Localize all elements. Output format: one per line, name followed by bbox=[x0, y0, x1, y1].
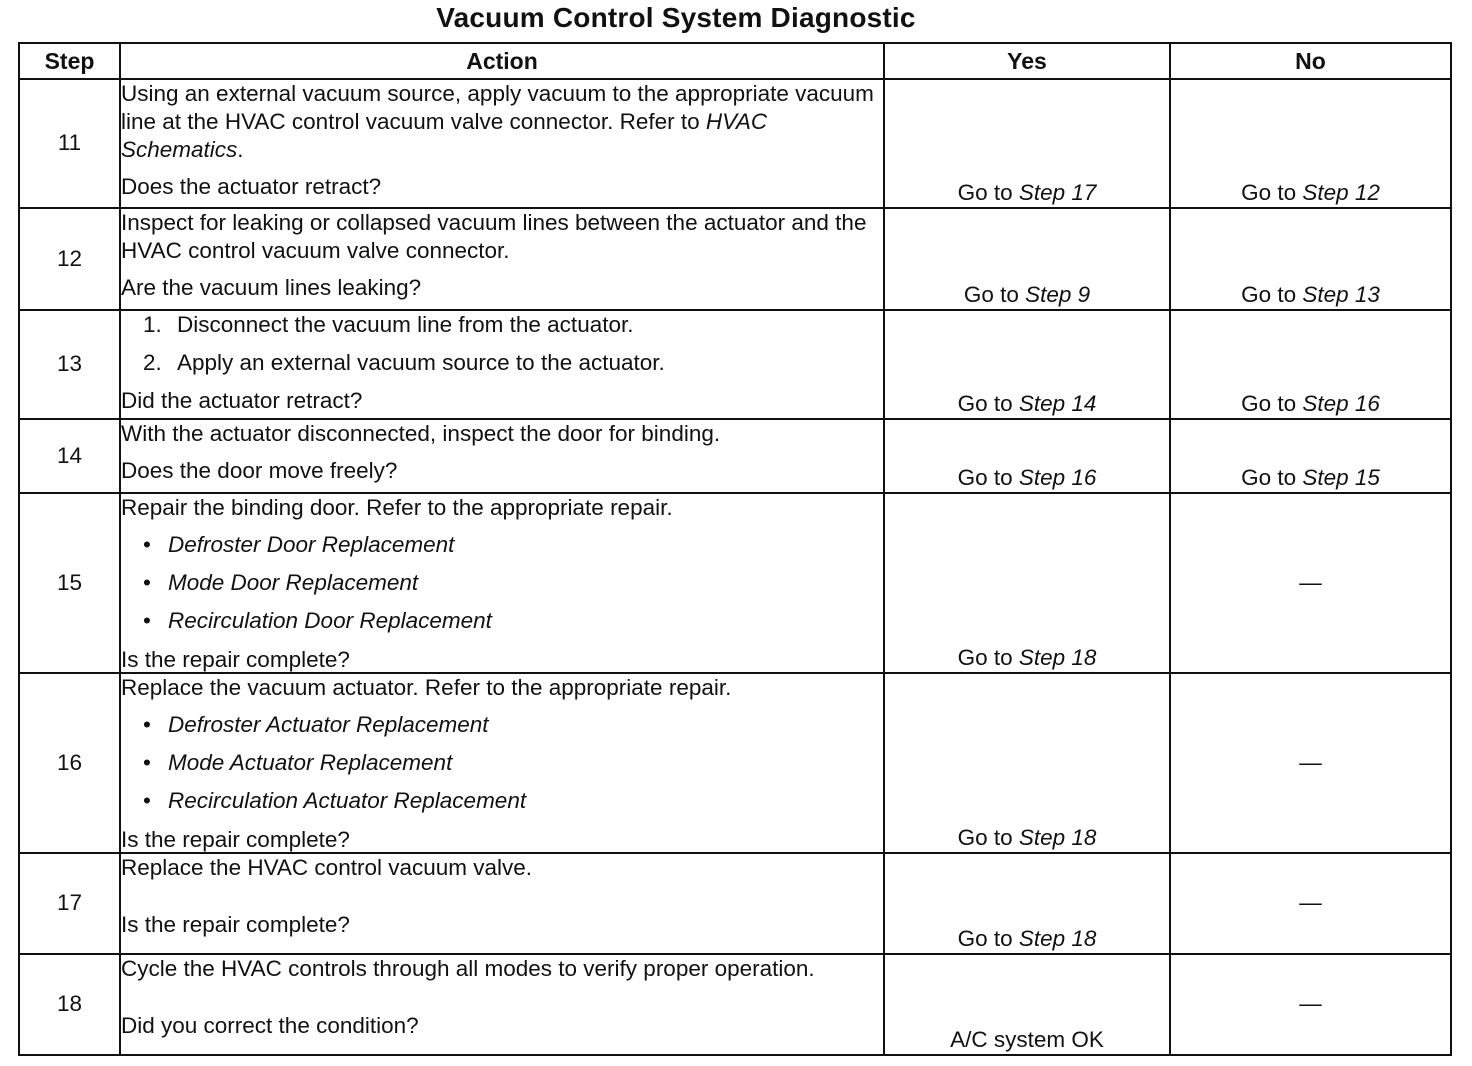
table-row bbox=[19, 954, 1451, 1055]
action-description bbox=[121, 80, 883, 164]
reference-link: HVAC Schematics bbox=[121, 109, 768, 163]
action-description: Cycle the HVAC controls through all modes to verify proper operation. bbox=[121, 956, 815, 981]
action-question: Did you correct the condition? bbox=[121, 1012, 419, 1038]
goto-step-ref: Step 14 bbox=[1018, 390, 1097, 416]
bullet-item: • Defroster Door Replacement bbox=[143, 532, 455, 558]
yes-cell bbox=[884, 310, 1170, 419]
action-text: Using an external vacuum source, apply vacuum to the appropriate vacuum line at the HVAC control vacuum valve connector. Refer to bbox=[121, 81, 874, 135]
goto-prefix: Go to bbox=[1241, 464, 1297, 490]
numbered-step bbox=[121, 311, 883, 339]
action-text-end: . bbox=[237, 137, 244, 163]
goto-prefix: Go to bbox=[1241, 179, 1297, 205]
goto-step-ref: Step 15 bbox=[1302, 464, 1380, 490]
bullet-item: • Recirculation Door Replacement bbox=[143, 608, 492, 634]
table-row bbox=[19, 493, 1451, 673]
table-row bbox=[19, 208, 1451, 310]
no-cell bbox=[1170, 79, 1451, 208]
action-description: Replace the vacuum actuator. Refer to the appropriate repair. bbox=[121, 675, 732, 700]
bullet-item: • Defroster Actuator Replacement bbox=[143, 712, 489, 738]
no-cell bbox=[1170, 419, 1451, 493]
goto-prefix: Go to bbox=[963, 281, 1019, 307]
yes-cell bbox=[884, 208, 1170, 310]
step-text: Disconnect the vacuum line from the actuator. bbox=[177, 312, 634, 337]
action-question: Did the actuator retract? bbox=[121, 388, 363, 414]
col-header-no: No bbox=[1170, 43, 1451, 79]
goto-prefix: Go to bbox=[957, 179, 1013, 205]
reference-link: Recirculation Actuator Replacement bbox=[168, 788, 527, 814]
goto-prefix: Go to bbox=[957, 390, 1013, 416]
reference-link: Defroster Door Replacement bbox=[168, 532, 455, 558]
action-question: Does the door move freely? bbox=[121, 458, 398, 484]
action-description: With the actuator disconnected, inspect the door for binding. bbox=[121, 421, 721, 446]
no-cell: — bbox=[1170, 673, 1451, 853]
table-row bbox=[19, 673, 1451, 853]
action-cell bbox=[120, 419, 884, 493]
action-description: Repair the binding door. Refer to the appropriate repair. bbox=[121, 495, 673, 520]
step-number: 11 bbox=[19, 79, 120, 208]
yes-cell bbox=[884, 673, 1170, 853]
goto-prefix: Go to bbox=[957, 464, 1013, 490]
step-index: 1. bbox=[143, 312, 162, 337]
diagnostic-table bbox=[18, 42, 1452, 1056]
reference-link: Defroster Actuator Replacement bbox=[168, 712, 489, 738]
goto-step-ref: Step 17 bbox=[1018, 179, 1097, 205]
goto-prefix: Go to bbox=[1241, 390, 1297, 416]
action-cell bbox=[120, 79, 884, 208]
goto-prefix: Go to bbox=[957, 644, 1013, 670]
header-row bbox=[19, 43, 1451, 79]
goto-step-ref: Step 9 bbox=[1025, 281, 1091, 307]
step-number: 18 bbox=[19, 954, 120, 1055]
action-question: Is the repair complete? bbox=[121, 911, 350, 937]
no-cell: — bbox=[1170, 493, 1451, 673]
yes-cell bbox=[884, 493, 1170, 673]
action-cell bbox=[120, 310, 884, 419]
bullet-item: • Mode Actuator Replacement bbox=[143, 750, 453, 776]
bullet-item: • Mode Door Replacement bbox=[143, 570, 419, 596]
step-number: 14 bbox=[19, 419, 120, 493]
numbered-step bbox=[121, 349, 883, 377]
action-question: Does the actuator retract? bbox=[121, 174, 382, 200]
col-header-yes: Yes bbox=[884, 43, 1170, 79]
col-header-step: Step bbox=[19, 43, 120, 79]
step-number: 16 bbox=[19, 673, 120, 853]
reference-link: Mode Actuator Replacement bbox=[168, 750, 453, 776]
no-cell: — bbox=[1170, 853, 1451, 954]
action-question: Are the vacuum lines leaking? bbox=[121, 275, 422, 301]
yes-cell: A/C system OK bbox=[884, 954, 1170, 1055]
action-cell bbox=[120, 954, 884, 1055]
no-cell: — bbox=[1170, 954, 1451, 1055]
action-cell bbox=[120, 208, 884, 310]
no-cell bbox=[1170, 208, 1451, 310]
action-cell bbox=[120, 493, 884, 673]
action-question: Is the repair complete? bbox=[121, 646, 350, 672]
col-header-action: Action bbox=[120, 43, 884, 79]
table-row bbox=[19, 853, 1451, 954]
yes-cell bbox=[884, 79, 1170, 208]
step-number: 13 bbox=[19, 310, 120, 419]
action-cell bbox=[120, 853, 884, 954]
yes-cell bbox=[884, 853, 1170, 954]
goto-prefix: Go to bbox=[957, 824, 1013, 850]
step-index: 2. bbox=[143, 350, 162, 376]
action-description: Inspect for leaking or collapsed vacuum lines between the actuator and the HVAC control vacuum valve connector. bbox=[121, 210, 867, 264]
table-row bbox=[19, 419, 1451, 493]
action-cell bbox=[120, 673, 884, 853]
goto-step-ref: Step 13 bbox=[1302, 281, 1380, 307]
action-question: Is the repair complete? bbox=[121, 826, 350, 852]
goto-prefix: Go to bbox=[1241, 281, 1297, 307]
goto-prefix: Go to bbox=[957, 925, 1013, 951]
no-cell bbox=[1170, 310, 1451, 419]
table-row bbox=[19, 79, 1451, 208]
bullet-item: • Recirculation Actuator Replacement bbox=[143, 788, 527, 814]
goto-step-ref: Step 18 bbox=[1018, 824, 1097, 850]
page-title: Vacuum Control System Diagnostic bbox=[436, 2, 916, 33]
step-number: 15 bbox=[19, 493, 120, 673]
yes-cell bbox=[884, 419, 1170, 493]
step-number: 12 bbox=[19, 208, 120, 310]
step-text: Apply an external vacuum source to the actuator. bbox=[177, 350, 665, 376]
goto-step-ref: Step 12 bbox=[1302, 179, 1380, 205]
goto-step-ref: Step 18 bbox=[1018, 925, 1097, 951]
reference-link: Mode Door Replacement bbox=[168, 570, 419, 596]
goto-step-ref: Step 16 bbox=[1018, 464, 1097, 490]
step-number: 17 bbox=[19, 853, 120, 954]
action-description: Replace the HVAC control vacuum valve. bbox=[121, 855, 533, 880]
goto-step-ref: Step 18 bbox=[1018, 644, 1097, 670]
table-row bbox=[19, 310, 1451, 419]
goto-step-ref: Step 16 bbox=[1302, 390, 1380, 416]
reference-link: Recirculation Door Replacement bbox=[168, 608, 492, 634]
